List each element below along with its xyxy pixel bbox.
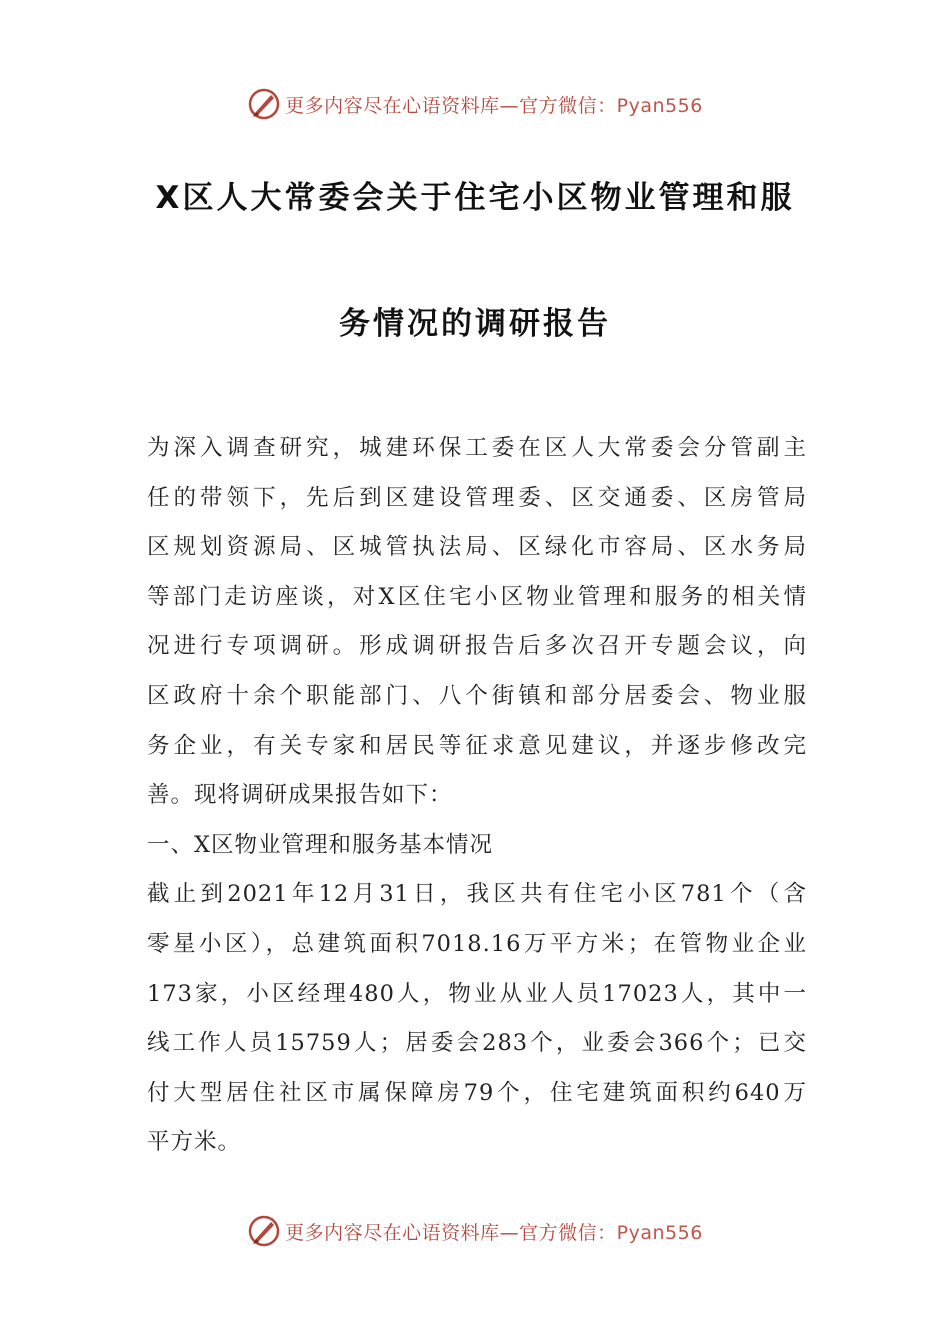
paragraph-line: 况进行专项调研。形成调研报告后多次召开专题会议，向 [147,633,807,660]
watermark-text [285,91,703,118]
watermark-label: 更多内容尽在心语资料库—官方微信： [285,1221,617,1244]
paragraph-line: 173家，小区经理480人，物业从业人员17023人，其中一 [147,980,807,1007]
body-text [147,424,807,1168]
pen-logo-icon [247,1214,281,1248]
paragraph-line: 付大型居住社区市属保障房79个，住宅建筑面积约640万 [147,1079,807,1106]
paragraph-line: 截止到2021年12月31日，我区共有住宅小区781个（含 [147,881,807,908]
paragraph-line: 善。现将调研成果报告如下： [147,782,453,809]
paragraph-line: 线工作人员15759人；居委会283个，业委会366个；已交 [147,1030,807,1057]
watermark-header [0,84,950,124]
document-title-line-1: X区人大常委会关于住宅小区物业管理和服 [155,180,795,216]
pen-logo-icon [247,87,281,121]
paragraph-line: 平方米。 [147,1129,242,1156]
paragraph-line: 为深入调查研究，城建环保工委在区人大常委会分管副主 [147,435,807,461]
paragraph-line: 零星小区），总建筑面积7018.16万平方米；在管物业企业 [147,930,807,957]
watermark-footer [0,1211,950,1251]
paragraph-line: 等部门走访座谈，对X区住宅小区物业管理和服务的相关情 [147,583,807,610]
watermark-label: 更多内容尽在心语资料库—官方微信： [285,94,617,117]
watermark-text [285,1218,703,1245]
paragraph-line: 务企业，有关专家和居民等征求意见建议，并逐步修改完 [147,732,807,759]
document-title-line-2: 务情况的调研报告 [339,306,611,342]
section-heading: 一、X区物业管理和服务基本情况 [147,831,494,858]
watermark-account: Pyan556 [616,1221,703,1244]
watermark-account: Pyan556 [616,94,703,117]
paragraph-line: 区政府十余个职能部门、八个街镇和部分居委会、物业服 [147,682,807,709]
paragraph-line: 任的带领下，先后到区建设管理委、区交通委、区房管局 [147,484,807,511]
paragraph-line: 区规划资源局、区城管执法局、区绿化市容局、区水务局 [147,534,807,561]
